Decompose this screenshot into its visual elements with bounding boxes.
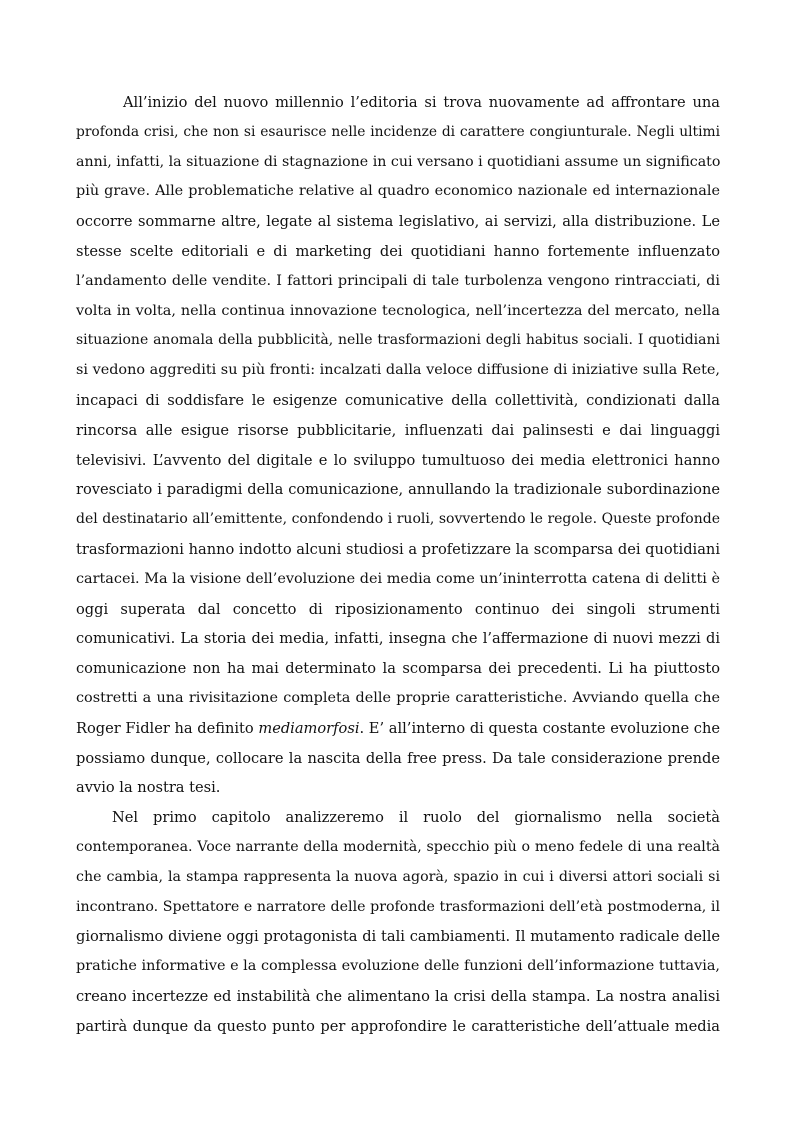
text-line: anni, infatti, la situazione di stagnazione in cui versano i quotidiani assume un significato bbox=[76, 153, 721, 170]
text-line: del destinatario all’emittente, confondendo i ruoli, sovvertendo le regole. Queste profonde bbox=[76, 511, 720, 528]
text-line: pratiche informative e la complessa evoluzione delle funzioni dell’informazione tuttavia, bbox=[76, 958, 720, 975]
text-fragment: Roger Fidler ha definito bbox=[76, 719, 259, 737]
italic-term: mediamorfosi bbox=[258, 719, 360, 737]
text-line: possiamo dunque, collocare la nascita della free press. Da tale considerazione prende bbox=[76, 749, 720, 767]
text-line: volta in volta, nella continua innovazione tecnologica, nell’incertezza del mercato, nella bbox=[76, 302, 720, 319]
text-line: Nel primo capitolo analizzeremo il ruolo del giornalismo nella società bbox=[112, 809, 720, 827]
text-line: comunicazione non ha mai determinato la scomparsa dei precedenti. Li ha piuttosto bbox=[76, 660, 720, 678]
text-line: televisivi. L’avvento del digitale e lo sviluppo tumultuoso dei media elettronici hanno bbox=[76, 451, 720, 469]
text-line: cartacei. Ma la visione dell’evoluzione dei media come un’ininterrotta catena di delitti è bbox=[76, 570, 720, 587]
text-line: rovesciato i paradigmi della comunicazione, annullando la tradizionale subordinazione bbox=[76, 481, 720, 499]
text-line: occorre sommarne altre, legate al sistema legislativo, ai servizi, alla distribuzione. Le bbox=[76, 213, 720, 231]
text-fragment: . E’ all’interno di questa costante evoluzione che bbox=[359, 719, 720, 737]
text-line: l’andamento delle vendite. I fattori principali di tale turbolenza vengono rintracciati, di bbox=[76, 272, 720, 289]
document-page bbox=[76, 88, 720, 1042]
text-line: trasformazioni hanno indotto alcuni studiosi a profetizzare la scomparsa dei quotidiani bbox=[76, 540, 720, 558]
text-line: costretti a una rivisitazione completa delle proprie caratteristiche. Avviando quella che bbox=[76, 689, 720, 706]
text-line: incontrano. Spettatore e narratore delle profonde trasformazioni dell’età postmoderna, il bbox=[76, 898, 720, 915]
text-line: incapaci di soddisfare le esigenze comunicative della collettività, condizionati dalla bbox=[76, 391, 720, 409]
text-line: All’inizio del nuovo millennio l’editoria si trova nuovamente ad affrontare una bbox=[123, 94, 720, 111]
text-line: più grave. Alle problematiche relative al quadro economico nazionale ed internazionale bbox=[76, 183, 720, 200]
text-line: che cambia, la stampa rappresenta la nuova agorà, spazio in cui i diversi attori sociali si bbox=[76, 868, 720, 885]
text-line-with-italic bbox=[76, 714, 720, 744]
text-line: rincorsa alle esigue risorse pubblicitarie, influenzati dai palinsesti e dai linguaggi bbox=[76, 421, 720, 439]
paragraph-chapter-one bbox=[76, 803, 720, 1041]
text-line: profonda crisi, che non si esaurisce nelle incidenze di carattere congiunturale. Negli ultimi bbox=[76, 123, 720, 140]
text-line: avvio la nostra tesi. bbox=[76, 779, 221, 797]
text-line: contemporanea. Voce narrante della modernità, specchio più o meno fedele di una realtà bbox=[76, 838, 720, 855]
paragraph-intro bbox=[76, 88, 720, 803]
text-line: oggi superata dal concetto di riposizionamento continuo dei singoli strumenti bbox=[76, 600, 720, 618]
text-line: situazione anomala della pubblicità, nelle trasformazioni degli habitus sociali. I quotidiani bbox=[76, 332, 720, 349]
text-line: partirà dunque da questo punto per approfondire le caratteristiche dell’attuale media bbox=[76, 1017, 720, 1035]
text-line: stesse scelte editoriali e di marketing dei quotidiani hanno fortemente influenzato bbox=[76, 242, 720, 260]
text-line: giornalismo diviene oggi protagonista di tali cambiamenti. Il mutamento radicale delle bbox=[76, 928, 720, 946]
text-line: si vedono aggrediti su più fronti: incalzati dalla veloce diffusione di iniziative sulla Rete, bbox=[76, 362, 720, 379]
text-line: creano incertezze ed instabilità che alimentano la crisi della stampa. La nostra analisi bbox=[76, 987, 720, 1005]
text-line: comunicativi. La storia dei media, infatti, insegna che l’affermazione di nuovi mezzi di bbox=[76, 630, 720, 648]
